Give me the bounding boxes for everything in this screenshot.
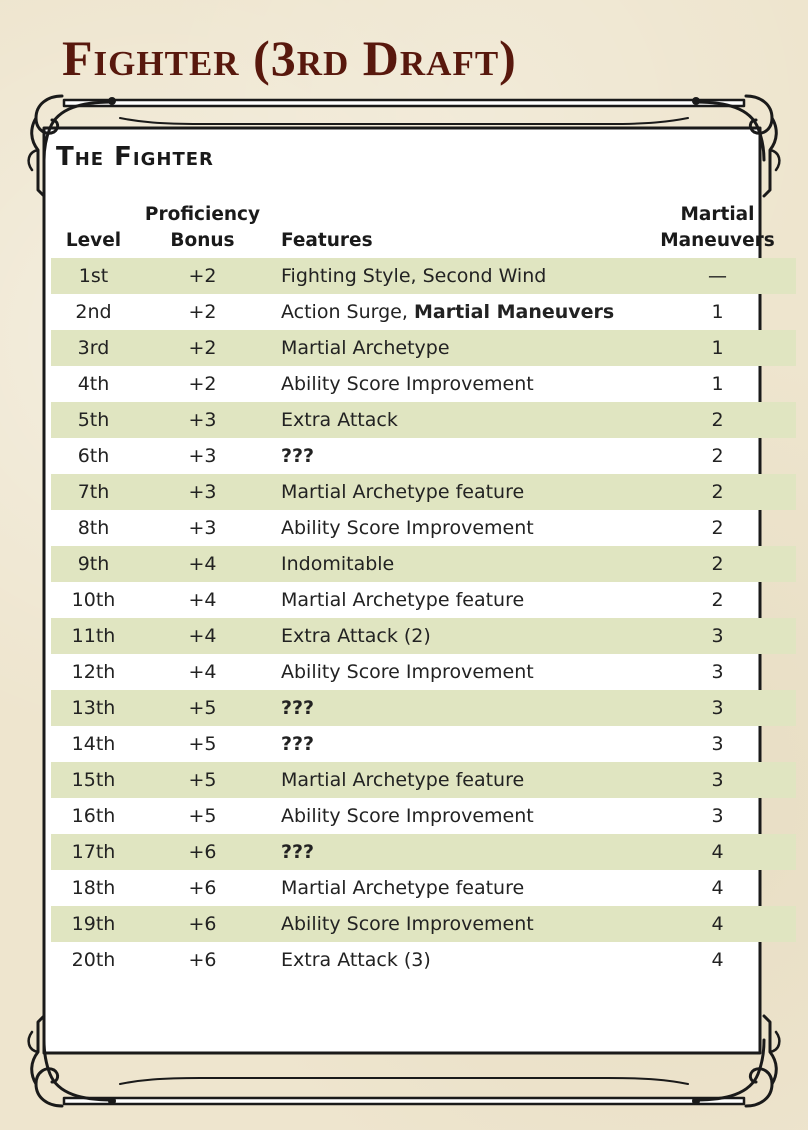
cell-features	[269, 654, 639, 690]
cell-level: 16th	[71, 805, 116, 827]
cell-level: 7th	[51, 474, 136, 510]
feature-text: Indomitable	[281, 553, 395, 575]
cell-proficiency-bonus: +3	[188, 517, 217, 539]
header-proficiency-bonus	[136, 199, 269, 258]
feature-text: Extra Attack (3)	[281, 949, 431, 971]
feature-text: Martial Archetype feature	[281, 877, 525, 899]
cell-proficiency-bonus: +6	[188, 949, 217, 971]
cell-martial-maneuvers: 3	[711, 805, 724, 827]
table-row	[51, 402, 796, 438]
header-level: Level	[65, 230, 122, 251]
cell-martial-maneuvers: 2	[639, 402, 796, 438]
table-row	[51, 726, 796, 762]
table-row	[51, 906, 796, 942]
header-martial-maneuvers	[639, 199, 796, 258]
frame-stud	[693, 1098, 700, 1105]
cell-features	[269, 402, 639, 438]
table-row	[51, 798, 796, 834]
table-row	[51, 510, 796, 546]
cell-martial-maneuvers: 3	[639, 690, 796, 726]
table-row	[51, 474, 796, 510]
cell-features	[269, 582, 639, 618]
feature-text-bold: ???	[281, 697, 315, 719]
cell-proficiency-bonus: +2	[136, 258, 269, 294]
cell-martial-maneuvers: 1	[711, 301, 724, 323]
cell-martial-maneuvers: 4	[711, 877, 724, 899]
feature-text: Ability Score Improvement	[281, 661, 534, 683]
class-progression-table	[51, 199, 796, 978]
cell-features	[269, 438, 639, 474]
cell-proficiency-bonus: +4	[136, 546, 269, 582]
cell-features	[269, 834, 639, 870]
cell-proficiency-bonus: +4	[188, 589, 217, 611]
header-maneuvers-line2: Maneuvers	[660, 230, 775, 251]
cell-features	[269, 870, 639, 906]
table-row	[51, 438, 796, 474]
table-row	[51, 258, 796, 294]
cell-level: 11th	[51, 618, 136, 654]
cell-martial-maneuvers: 3	[711, 733, 724, 755]
cell-proficiency-bonus: +3	[136, 474, 269, 510]
cell-level: 9th	[51, 546, 136, 582]
cell-proficiency-bonus: +3	[188, 445, 217, 467]
cell-martial-maneuvers: 2	[711, 517, 724, 539]
cell-level: 10th	[71, 589, 116, 611]
feature-text: Martial Archetype feature	[281, 769, 525, 791]
cell-martial-maneuvers: 3	[639, 618, 796, 654]
cell-features	[269, 906, 639, 942]
cell-features	[269, 762, 639, 798]
cell-features	[269, 366, 639, 402]
feature-text-bold: ???	[281, 733, 315, 755]
cell-proficiency-bonus: +5	[188, 805, 217, 827]
cell-features	[269, 330, 639, 366]
feature-text: Ability Score Improvement	[281, 373, 534, 395]
cell-features	[269, 690, 639, 726]
feature-text: Ability Score Improvement	[281, 913, 534, 935]
table-title: The Fighter	[56, 142, 214, 172]
cell-martial-maneuvers: 3	[639, 762, 796, 798]
cell-level: 19th	[51, 906, 136, 942]
cell-features	[269, 546, 639, 582]
table-row	[51, 690, 796, 726]
table-row	[51, 294, 796, 330]
feature-text-bold: Martial Maneuvers	[413, 301, 615, 323]
feature-text: Martial Archetype feature	[281, 589, 525, 611]
cell-level: 12th	[71, 661, 116, 683]
cell-proficiency-bonus: +2	[188, 373, 217, 395]
cell-features	[269, 798, 639, 834]
frame-top-bar	[64, 100, 744, 106]
frame-stud	[109, 1098, 116, 1105]
table-row	[51, 762, 796, 798]
header-proficiency-line2: Bonus	[170, 230, 235, 251]
cell-level: 20th	[71, 949, 116, 971]
cell-proficiency-bonus: +5	[188, 733, 217, 755]
cell-features	[269, 474, 639, 510]
header-proficiency-line1: Proficiency	[144, 204, 261, 225]
cell-martial-maneuvers: —	[639, 258, 796, 294]
cell-proficiency-bonus: +6	[136, 834, 269, 870]
cell-martial-maneuvers: 1	[711, 373, 724, 395]
cell-proficiency-bonus: +6	[136, 906, 269, 942]
cell-level: 4th	[77, 373, 110, 395]
cell-level: 14th	[71, 733, 116, 755]
cell-martial-maneuvers: 2	[639, 546, 796, 582]
feature-text: Ability Score Improvement	[281, 517, 534, 539]
cell-proficiency-bonus: +4	[188, 661, 217, 683]
feature-text-bold: ???	[281, 445, 315, 467]
table-row	[51, 330, 796, 366]
cell-features	[269, 510, 639, 546]
header-features: Features	[281, 230, 373, 251]
feature-text: Martial Archetype feature	[281, 481, 525, 503]
table-row	[51, 366, 796, 402]
cell-proficiency-bonus: +6	[188, 877, 217, 899]
feature-text: Action Surge,	[281, 301, 414, 323]
feature-text-bold: ???	[281, 841, 315, 863]
cell-features	[269, 942, 639, 978]
feature-text: Extra Attack (2)	[281, 625, 431, 647]
cell-level: 15th	[51, 762, 136, 798]
cell-level: 13th	[51, 690, 136, 726]
table-header-row	[51, 199, 796, 258]
cell-martial-maneuvers: 4	[639, 834, 796, 870]
page-title: Fighter (3rd Draft)	[62, 30, 517, 86]
cell-features	[269, 258, 639, 294]
cell-level: 5th	[51, 402, 136, 438]
cell-proficiency-bonus: +4	[136, 618, 269, 654]
table-row	[51, 618, 796, 654]
cell-martial-maneuvers: 1	[639, 330, 796, 366]
cell-features	[269, 618, 639, 654]
cell-features	[269, 726, 639, 762]
cell-martial-maneuvers: 3	[711, 661, 724, 683]
cell-martial-maneuvers: 2	[711, 589, 724, 611]
feature-text: Extra Attack	[281, 409, 398, 431]
cell-level: 6th	[77, 445, 110, 467]
cell-level: 1st	[51, 258, 136, 294]
cell-proficiency-bonus: +5	[136, 690, 269, 726]
feature-text: Fighting Style, Second Wind	[281, 265, 547, 287]
table-body	[51, 258, 796, 978]
feature-text: Ability Score Improvement	[281, 805, 534, 827]
cell-level: 18th	[71, 877, 116, 899]
frame-bottom-bar	[64, 1098, 744, 1104]
cell-level: 8th	[77, 517, 110, 539]
frame-stud	[109, 98, 116, 105]
class-table-panel	[44, 128, 775, 1053]
cell-proficiency-bonus: +2	[136, 330, 269, 366]
table-row	[51, 546, 796, 582]
cell-martial-maneuvers: 2	[639, 474, 796, 510]
frame-stud	[693, 98, 700, 105]
table-row	[51, 834, 796, 870]
cell-martial-maneuvers: 2	[711, 445, 724, 467]
cell-proficiency-bonus: +5	[136, 762, 269, 798]
feature-text: Martial Archetype	[281, 337, 450, 359]
table-row	[51, 942, 796, 978]
cell-martial-maneuvers: 4	[711, 949, 724, 971]
cell-level: 2nd	[75, 301, 112, 323]
header-maneuvers-line1: Martial	[680, 204, 755, 225]
cell-martial-maneuvers: 4	[639, 906, 796, 942]
cell-features	[269, 294, 639, 330]
table-row	[51, 654, 796, 690]
cell-proficiency-bonus: +3	[136, 402, 269, 438]
cell-level: 3rd	[51, 330, 136, 366]
table-row	[51, 870, 796, 906]
cell-level: 17th	[51, 834, 136, 870]
cell-proficiency-bonus: +2	[188, 301, 217, 323]
table-row	[51, 582, 796, 618]
